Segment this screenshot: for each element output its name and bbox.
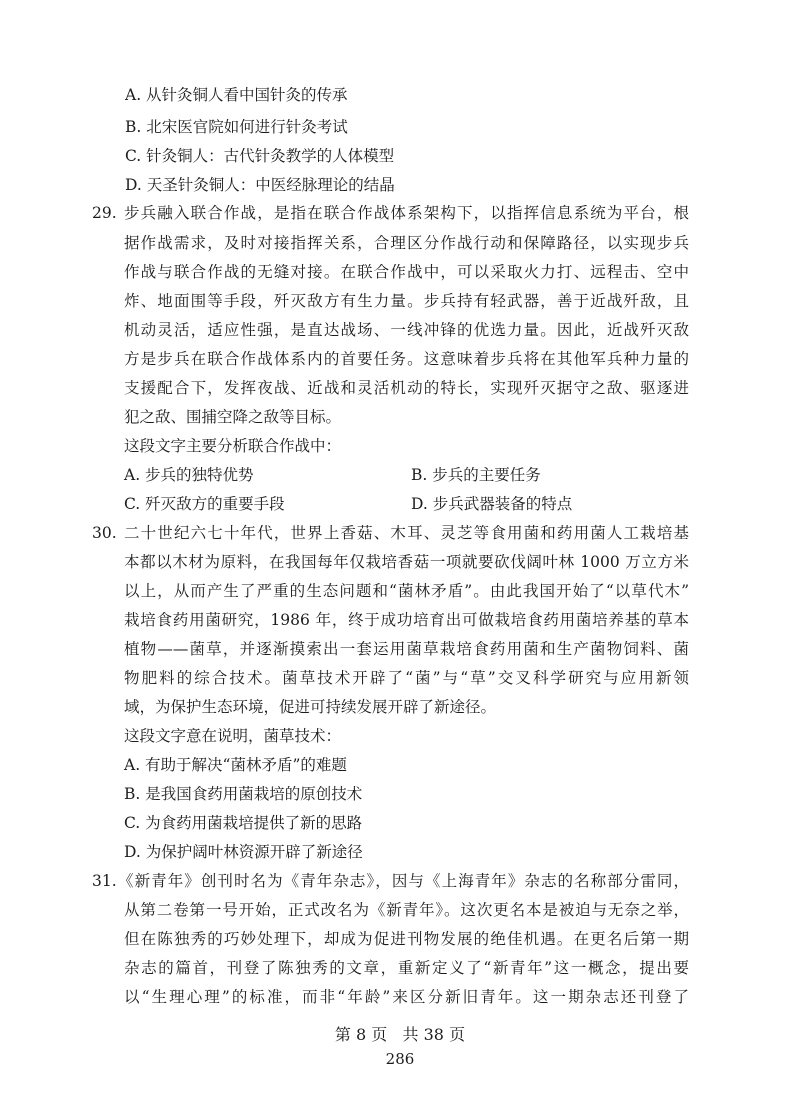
- q30-passage-line: 域，为保护生态环境，促进可持续发展开辟了新途径。: [124, 698, 497, 716]
- q29-passage-line: 方是步兵在联合作战体系内的首要任务。这意味着步兵将在其他军兵种力量的: [124, 350, 689, 368]
- q31-passage-line: 从第二卷第一号开始，正式改名为《新青年》。这次更名本是被迫与无奈之举，: [124, 901, 689, 919]
- q29-stem: 这段文字主要分析联合作战中：: [124, 437, 342, 455]
- q31-passage-line: 但在陈独秀的巧妙处理下，却成为促进刊物发展的绝佳机遇。在更名后第一期: [124, 930, 689, 948]
- q30-passage-line: 以上，从而产生了严重的生态问题和“菌林矛盾”。由此我国开始了“以草代木”: [124, 582, 689, 600]
- q29-passage-line: 炸、地面围等手段，歼灭敌方有生力量。步兵持有轻武器，善于近战歼敌，且: [124, 292, 689, 310]
- q30-number: 30.: [92, 524, 117, 542]
- q29-passage-line: 作战与联合作战的无缝对接。在联合作战中，可以采取火力打、远程击、空中: [124, 263, 689, 281]
- q30-passage-line: 二十世纪六七十年代，世界上香菇、木耳、灵芝等食用菌和药用菌人工栽培基: [124, 524, 689, 542]
- q30-option-d: D. 为保护阔叶林资源开辟了新途径: [124, 843, 363, 861]
- q29-passage-line: 机动灵活，适应性强，是直达战场、一线冲锋的优选力量。因此，近战歼灭敌: [124, 321, 689, 339]
- q29-passage-line: 步兵融入联合作战，是指在联合作战体系架构下，以指挥信息系统为平台，根: [124, 204, 689, 222]
- q29-option-d: D. 步兵武器装备的特点: [411, 495, 573, 513]
- prev-option-c: C. 针灸铜人：古代针灸教学的人体模型: [125, 147, 395, 165]
- page-number: 286: [385, 1050, 415, 1068]
- q31-number: 31.: [92, 872, 117, 890]
- page-label: 第 8 页 共 38 页: [334, 1025, 466, 1044]
- q29-passage-line: 据作战需求，及时对接指挥关系，合理区分作战行动和保障路径，以实现步兵: [124, 234, 689, 252]
- q30-passage-line: 栽培食药用菌研究，1986 年，终于成功培育出可做栽培食药用菌培养基的草本: [124, 611, 689, 629]
- q30-passage-line: 植物——菌草，并逐渐摸索出一套运用菌草栽培食药用菌和生产菌物饲料、菌: [124, 640, 689, 658]
- prev-option-d: D. 天圣针灸铜人：中医经脉理论的结晶: [125, 176, 395, 194]
- q29-option-c: C. 歼灭敌方的重要手段: [124, 495, 285, 513]
- q30-stem: 这段文字意在说明，菌草技术：: [124, 727, 342, 745]
- q29-option-a: A. 步兵的独特优势: [124, 466, 254, 484]
- prev-option-a: A. 从针灸铜人看中国针灸的传承: [125, 86, 348, 104]
- q29-option-b: B. 步兵的主要任务: [411, 466, 541, 484]
- q30-passage-line: 本都以木材为原料，在我国每年仅栽培香菇一项就要砍伐阔叶林 1000 万立方米: [124, 553, 689, 571]
- q31-passage-line: 以“生理心理”的标准，而非“年龄”来区分新旧青年。这一期杂志还刊登了: [124, 988, 689, 1006]
- q30-option-a: A. 有助于解决“菌林矛盾”的难题: [124, 756, 347, 774]
- q31-passage-line: 《新青年》创刊时名为《青年杂志》，因与《上海青年》杂志的名称部分雷同，: [118, 872, 689, 890]
- q29-number: 29.: [92, 204, 117, 222]
- q29-passage-line: 犯之敌、围捕空降之敌等目标。: [124, 408, 342, 426]
- q30-passage-line: 物肥料的综合技术。菌草技术开辟了“菌”与“草”交叉科学研究与应用新领: [124, 669, 689, 687]
- prev-option-b: B. 北宋医官院如何进行针灸考试: [125, 118, 348, 136]
- q30-option-b: B. 是我国食药用菌栽培的原创技术: [124, 785, 363, 803]
- q30-option-c: C. 为食药用菌栽培提供了新的思路: [124, 814, 363, 832]
- q31-passage-line: 杂志的篇首，刊登了陈独秀的文章，重新定义了“新青年”这一概念，提出要: [124, 959, 689, 977]
- q29-passage-line: 支援配合下，发挥夜战、近战和灵活机动的特长，实现歼灭据守之敌、驱逐进: [124, 379, 689, 397]
